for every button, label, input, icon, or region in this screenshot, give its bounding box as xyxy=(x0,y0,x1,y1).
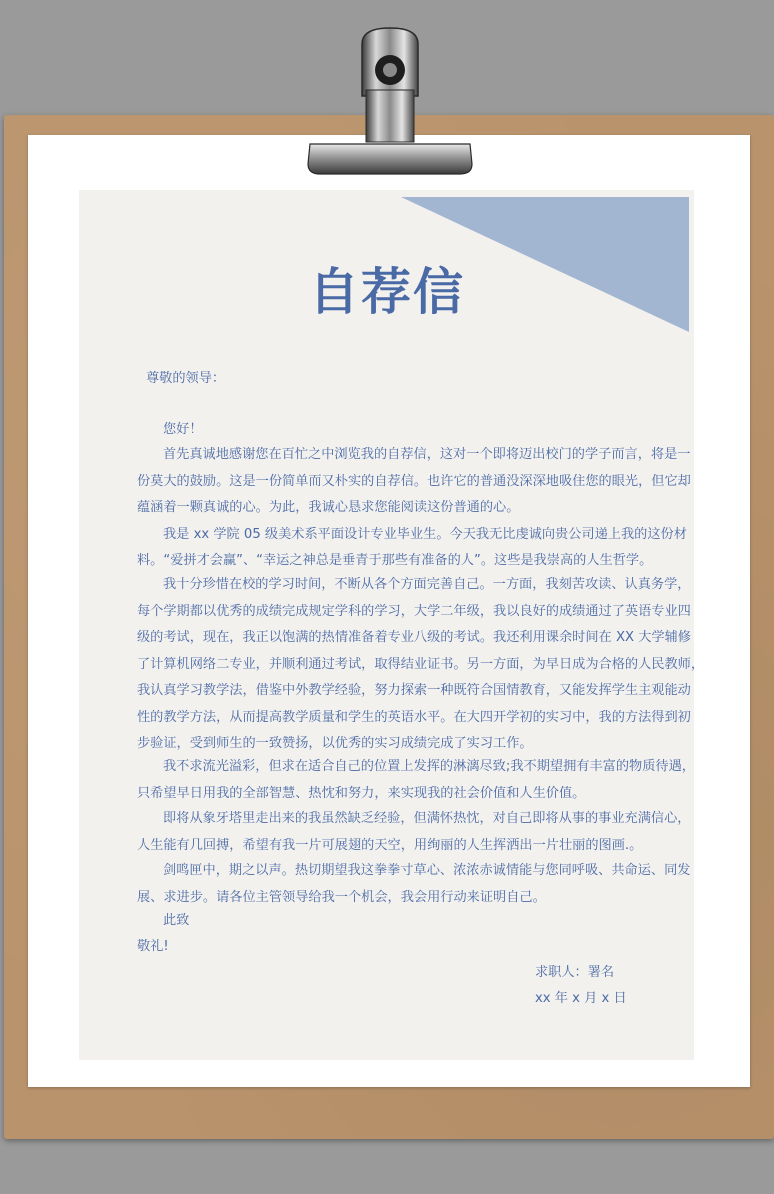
paragraph-line: 每个学期都以优秀的成绩完成规定学科的学习，大学二年级，我以良好的成绩通过了英语专业四 xyxy=(137,603,691,619)
paragraph-values xyxy=(137,754,695,807)
paragraph-line: 份莫大的鼓励。这是一份简单而又朴实的自荐信。也许它的普通没深深地吸住您的眼光，但它却 xyxy=(137,473,691,489)
salutation: 尊敬的领导： xyxy=(146,371,226,386)
paragraph-confidence xyxy=(137,806,691,859)
paragraph-intro xyxy=(137,442,691,575)
paragraph-line: 级的考试，现在，我正以饱满的热情准备着专业八级的考试。我还利用课余时间在 XX 大学辅修 xyxy=(137,630,691,645)
signature: 求职人：署名 xyxy=(535,965,615,980)
paragraph-line: 即将从象牙塔里走出来的我虽然缺乏经验，但满怀热忱，对自己即将从事的事业充满信心， xyxy=(163,811,691,826)
letter-title: 自荐信 xyxy=(309,263,465,321)
closing-salute: 敬礼! xyxy=(137,939,169,954)
paragraph-line: 蕴涵着一颗真诚的心。为此，我诚心恳求您能阅读这份普通的心。 xyxy=(137,500,520,515)
paragraph-line: 我十分珍惜在校的学习时间，不断从各个方面完善自己。一方面，我刻苦攻读、认真务学， xyxy=(163,577,691,592)
paragraph-line: 我认真学习教学法，借鉴中外教学经验，努力探索一种既符合国情教育，又能发挥学生主观能动 xyxy=(137,683,691,698)
paragraph-request xyxy=(137,858,691,911)
paragraph-line: 步验证，受到师生的一致赞扬，以优秀的实习成绩完成了实习工作。 xyxy=(137,736,533,751)
binder-clip-icon xyxy=(300,24,480,176)
paragraph-line: 人生能有几回搏，希望有我一片可展翅的天空，用绚丽的人生挥洒出一片壮丽的图画.。 xyxy=(137,837,643,853)
paragraph-line: 展、求进步。请各位主管领导给我一个机会，我会用行动来证明自己。 xyxy=(137,889,546,905)
paragraph-line: 我不求流光溢彩，但求在适合自己的位置上发挥的淋漓尽致;我不期望拥有丰富的物质待遇， xyxy=(163,759,695,774)
paragraph-line: 我是 xx 学院 05 级美术系平面设计专业毕业生。今天我无比虔诚向贵公司递上我的这份材 xyxy=(163,526,687,542)
letter-date: xx 年 x 月 x 日 xyxy=(535,991,627,1006)
paragraph-study xyxy=(137,572,705,758)
paragraph-line: 料。“爱拼才会赢”、“幸运之神总是垂青于那些有准备的人”。这些是我崇高的人生哲学。 xyxy=(137,553,653,568)
paragraph-line: 剑鸣匣中，期之以声。热切期望我这拳拳寸草心、浓浓赤诚情能与您同呼吸、共命运、同发 xyxy=(163,863,691,878)
paragraph-line: 了计算机网络二专业，并顺利通过考试，取得结业证书。另一方面，为早日成为合格的人民教师， xyxy=(137,656,705,672)
paragraph-line: 首先真诚地感谢您在百忙之中浏览我的自荐信，这对一个即将迈出校门的学子而言，将是一 xyxy=(163,447,691,462)
paragraph-line: 性的教学方法，从而提高教学质量和学生的英语水平。在大四开学初的实习中，我的方法得到初 xyxy=(137,709,691,725)
greeting: 您好！ xyxy=(163,422,203,437)
paragraph-line: 只希望早日用我的全部智慧、热忱和努力，来实现我的社会价值和人生价值。 xyxy=(137,785,586,801)
closing-phrase: 此致 xyxy=(163,913,190,928)
